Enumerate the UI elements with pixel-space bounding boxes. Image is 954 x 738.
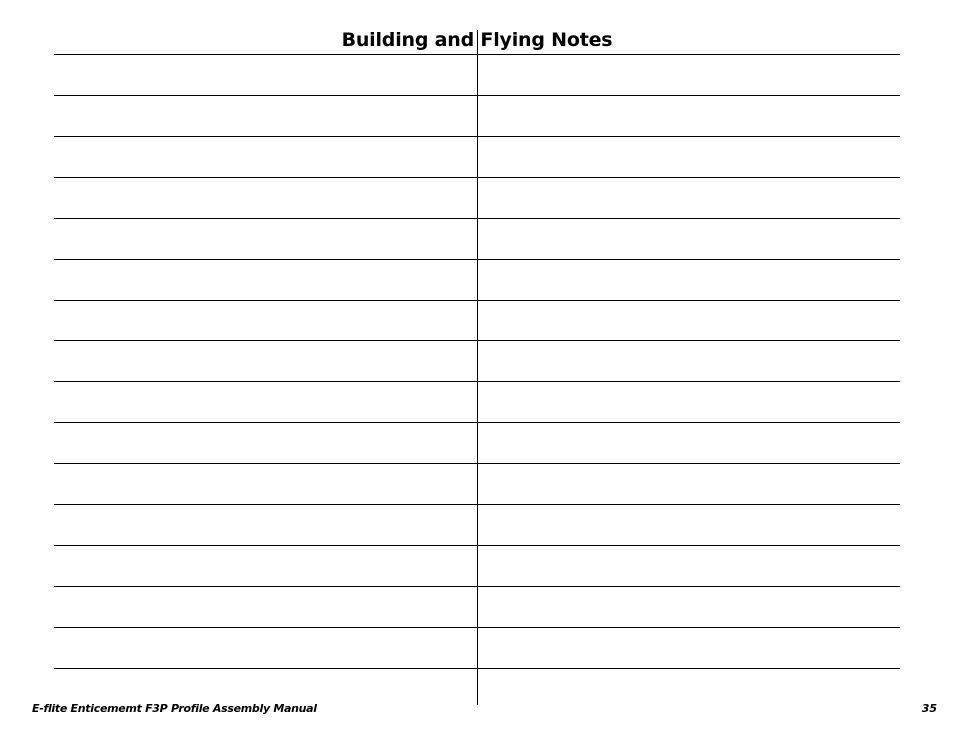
note-line: [54, 177, 900, 178]
note-line: [54, 95, 900, 96]
note-line: [54, 463, 900, 464]
note-line: [54, 422, 900, 423]
note-line: [54, 54, 900, 55]
note-line: [54, 586, 900, 587]
note-line: [54, 300, 900, 301]
footer-manual-title: E-flite Enticememt F3P Profile Assembly Manual: [32, 702, 317, 715]
notes-lines-area: [54, 0, 900, 738]
column-divider: [477, 30, 478, 705]
page-title: Building and Flying Notes: [341, 29, 613, 51]
note-line: [54, 381, 900, 382]
note-line: [54, 668, 900, 669]
note-line: [54, 259, 900, 260]
note-line: [54, 504, 900, 505]
note-line: [54, 340, 900, 341]
footer-page-number: 35: [921, 702, 937, 715]
note-line: [54, 218, 900, 219]
note-line: [54, 627, 900, 628]
note-line: [54, 545, 900, 546]
note-line: [54, 136, 900, 137]
